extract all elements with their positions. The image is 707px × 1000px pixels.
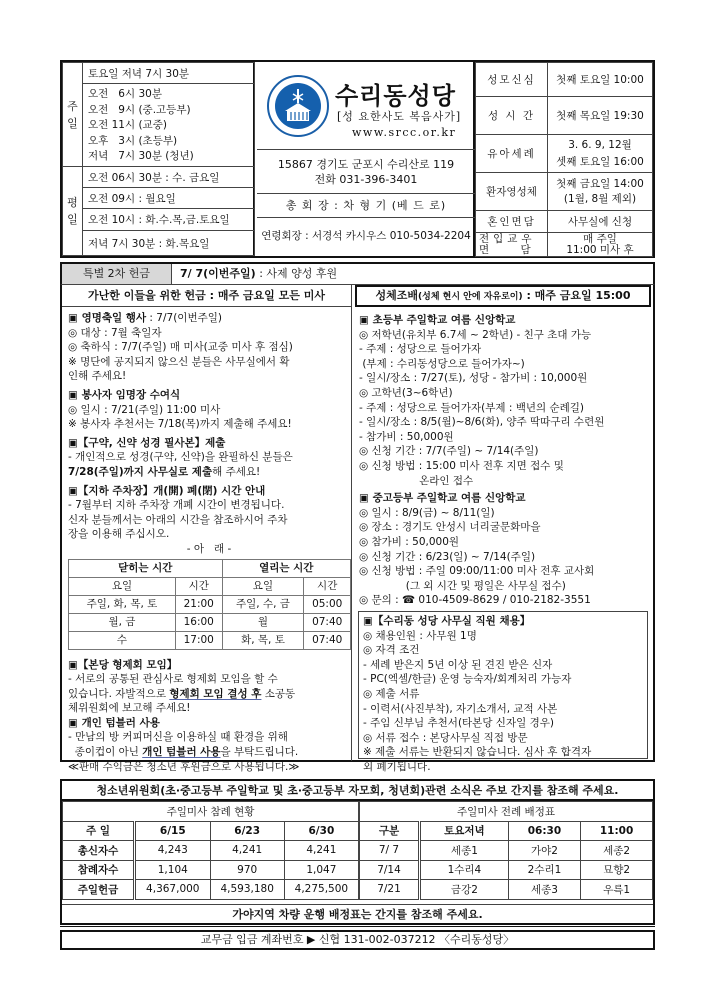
phone: 전화 031-396-3401 [314,173,418,186]
parking-hours-table: 닫히는 시간 열리는 시간 요일 시간 요일 시간 주일, 화, 목, 토 21:00 주일, 수, 금 05:00 월, 금 16:00 월 07:40 수 17:00 화, 목, 토 07:40 [68,559,351,650]
table-row: 수 17:00 화, 목, 토 07:40 [69,631,351,649]
left-column [62,285,352,773]
sunday-label: 주일 [63,63,83,167]
weekday-mass: 저녁 7시 30분 : 화.목요일 [83,231,255,256]
account-info: 교무금 입금 계좌번호 ▶ 신협 131-002-037212 〈수리동성당〉 [60,930,655,950]
schedule-value: 사무실에 신청 [548,211,653,233]
table-row: 월, 금 16:00 월 07:40 [69,613,351,631]
church-building-icon [275,83,321,129]
address-block [257,150,475,194]
president: 총 회 장 : 차 형 기 (베 드 로) [257,194,475,218]
schedule-label: 전입교우 면 담 [476,233,548,257]
schedule-value: 매 주일 11:00 미사 후 [548,233,653,257]
table-row: 총신자수 4,243 4,241 4,241 [63,841,359,861]
elder-president: 연령회장 : 서경석 카시우스 010-5034-2204 [261,230,471,242]
weekday-label: 평일 [63,167,83,256]
sacrament-schedule [475,62,653,256]
schedule-value: 첫째 금요일 14:00 (1월, 8월 제외) [548,173,653,211]
right-notices [359,313,651,608]
bible-section: ▣【구약, 신약 성경 필사본】제출 - 개인적으로 성경(구약, 신약)을 완필하신 분들은 7/28(주일)까지 사무실로 제출해 주세요! [68,436,293,478]
recruitment-box: ▣【수리동 성당 사무실 직원 채용】 ◎ 채용인원 : 사무원 1명 ◎ 자격 조건 - 세례 받은지 5년 이상 된 견진 받은 신자 - PC(엑셀/한글) 운영 능숙자/회계처리 가능자 ◎ 제출 서류 - 이력서(사진부착), 자기소개서, 교적 사본 - 주임 신부님 추천서(타본당 신자일 경우) ◎ 서류 접수 : 본당사무실 직접 방문 ※ 제출 서류는 반환되지 않습니다. 심사 후 합격자 외 폐기됩니다. [358,611,648,759]
volunteer-section: ▣ 봉사자 임명장 수여식 ◎ 일시 : 7/21(주일) 11:00 미사 ※ 봉사자 추천서는 7/18(목)까지 제출해 주세요! [68,388,292,431]
youth-committee-notice: 청소년위원회(초·중고등부 주일학교 및 초·중고등부 자모회, 청년회)관련 소식은 주보 간지를 참조해 주세요. [60,779,655,801]
schedule-label: 혼인면담 [476,211,548,233]
schedule-label: 성모신심 [476,63,548,97]
logo-emblem [275,83,321,129]
attendance-table: 주일미사 참례 현황 주 일 6/15 6/23 6/30 총신자수 4,243 4,241 4,241 참례자수 1,104 970 1,047 주일헌금 4,367,000 4,593,180 4,275,500 [62,801,359,900]
table-row: 7/21 금강2 세종3 우륵1 [360,880,653,900]
special-offering [60,262,655,284]
right-column [354,285,653,773]
schedule-label: 환자영성체 [476,173,548,211]
table-row: 7/ 7 세종1 가야2 세종2 [360,841,653,861]
church-info [257,62,475,256]
church-subtitle: [성 요한사도 복음사가] [337,110,462,123]
logo-area [257,62,475,150]
table-row: 7/14 1수리4 2수리1 묘향2 [360,860,653,880]
special-offering-text: 7/ 7(이번주일) : 사제 양성 후원 [180,267,338,280]
liturgy-title: 주일미사 전례 배정표 [360,802,653,822]
brotherhood-section: ▣【본당 형제회 모임】 - 서로의 공통된 관심사로 형제회 모임을 할 수 있습니다. 자발적으로 형제회 모임 결성 후 소공동 체위원회에 보고해 주세요! [68,658,296,715]
mass-schedule [62,62,255,256]
schedule-value: 첫째 목요일 19:30 [548,97,653,135]
sunday-mass-saturday: 토요일 저녁 7시 30분 [83,63,255,84]
table-row: 주일, 화, 목, 토 21:00 주일, 수, 금 05:00 [69,595,351,613]
statistics-area [60,801,655,925]
special-offering-label: 특별 2차 헌금 [62,264,172,284]
schedule-value: 3. 6. 9, 12월 셋째 토요일 16:00 [548,135,653,173]
poor-offering-bar: 가난한 이들을 위한 헌금 : 매주 금요일 모든 미사 [62,285,351,307]
table-row: 참례자수 1,104 970 1,047 [63,860,359,880]
notices-area [60,284,655,773]
liturgy-table: 주일미사 전례 배정표 구분 토요저녁 06:30 11:00 7/ 7 세종1 가야2 세종2 7/14 1수리4 2수리1 묘향2 7/21 금강2 세종3 우륵1 [359,801,653,900]
weekday-mass: 오전 10시 : 화.수.목,금.토요일 [83,209,255,231]
bulletin-header [60,60,655,258]
schedule-label: 성 시 간 [476,97,548,135]
address: 15867 경기도 군포시 수리산로 119 [277,158,455,171]
table-row: 주일헌금 4,367,000 4,593,180 4,275,500 [63,880,359,900]
attendance-title: 주일미사 참례 현황 [63,802,359,822]
church-name: 수리동성당 [335,82,456,110]
weekday-mass: 오전 09시 : 월요일 [83,188,255,209]
elementary-camp-section: ▣ 초등부 주일학교 여름 신앙학교 ◎ 저학년(유치부 6.7세 ~ 2학년) - 친구 초대 가능 - 주제 : 성당으로 들어가자 (부제 : 수리동성당으로 들어가자~) - 일시/장소 : 7/27(토), 성당 - 참가비 : 10,000원 ◎ 고학년(3~6학년) - 주제 : 성당으로 들어가자(부제 : 백년의 순례길) - 일시/장소 : 8/5(월)~8/6(화), 양주 딱따구리 수련원 - 참가비 : 50,000원 ◎ 신청 기간 : 7/7(주일) ~ 7/14(주일) ◎ 신청 방법 : 15:00 미사 전후 지면 접수 및 온라인 접수 [359,314,605,487]
adoration-bar: 성체조배(성체 현시 안에 자유로이) : 매주 금요일 15:00 [355,285,651,307]
sunday-masses-list: 오전 6시 30분 오전 9시 (중.고등부) 오전 11시 (교중) 오후 3시 (초등부) 저녁 7시 30분 (청년) [83,84,255,167]
left-notices [68,311,350,774]
middle-high-camp-section: ▣ 중고등부 주일학교 여름 신앙학교 ◎ 일시 : 8/9(금) ~ 8/11(일) ◎ 장소 : 경기도 안성시 너리굴문화마을 ◎ 참가비 : 50,000원 ◎ 신청 기간 : 6/23(일) ~ 7/14(주일) ◎ 신청 방법 : 주일 09:00/11:00 미사 전후 교사회 (그 외 시간 및 평일은 사무실 접수) ◎ 문의 : ☎ 010-4509-8629 / 010-2182-3551 [359,492,595,607]
church-logo-icon [267,75,329,137]
tumbler-section: ▣ 개인 텀블러 사용 - 만남의 방 커피머신을 이용하실 때 환경을 위해 종이컵이 아닌 개인 텀블러 사용을 부탁드립니다. ≪판매 수익금은 청소년 후원금으로 사용됩니다.≫ [68,716,300,773]
parking-section: ▣【지하 주차장】개(開) 폐(閉) 시간 안내 - 7월부터 지하 주차장 개폐 시간이 변경됩니다. 신자 분들께서는 아래의 시간을 참조하시어 주차 장을 이용해 주십시오. - 아 래 - 닫히는 시간 열리는 시간 요일 시간 요일 시간 주일, 화, 목, 토 21:00 주일, 수, 금 05:00 월, 금 16:00 월 07:40 수 17:00 화, 목, 토 07:40 [68,484,350,650]
church-website[interactable]: www.srcc.or.kr [352,126,457,139]
weekday-mass: 오전 06시 30분 : 수. 금요일 [83,167,255,188]
feast-section: ▣ 영명축일 행사 : 7/7(이번주일) ◎ 대상 : 7월 축일자 ◎ 축하식 : 7/7(주일) 매 미사(교중 미사 후 점심) ※ 명단에 공지되지 않으신 분들은 사무실에서 확 인해 주세요! [68,312,293,383]
schedule-value: 첫째 토요일 10:00 [548,63,653,97]
car-schedule-notice: 가야지역 차량 운행 배정표는 간지를 참조해 주세요. [62,904,653,923]
schedule-label: 유아세례 [476,135,548,173]
divider [60,926,655,927]
